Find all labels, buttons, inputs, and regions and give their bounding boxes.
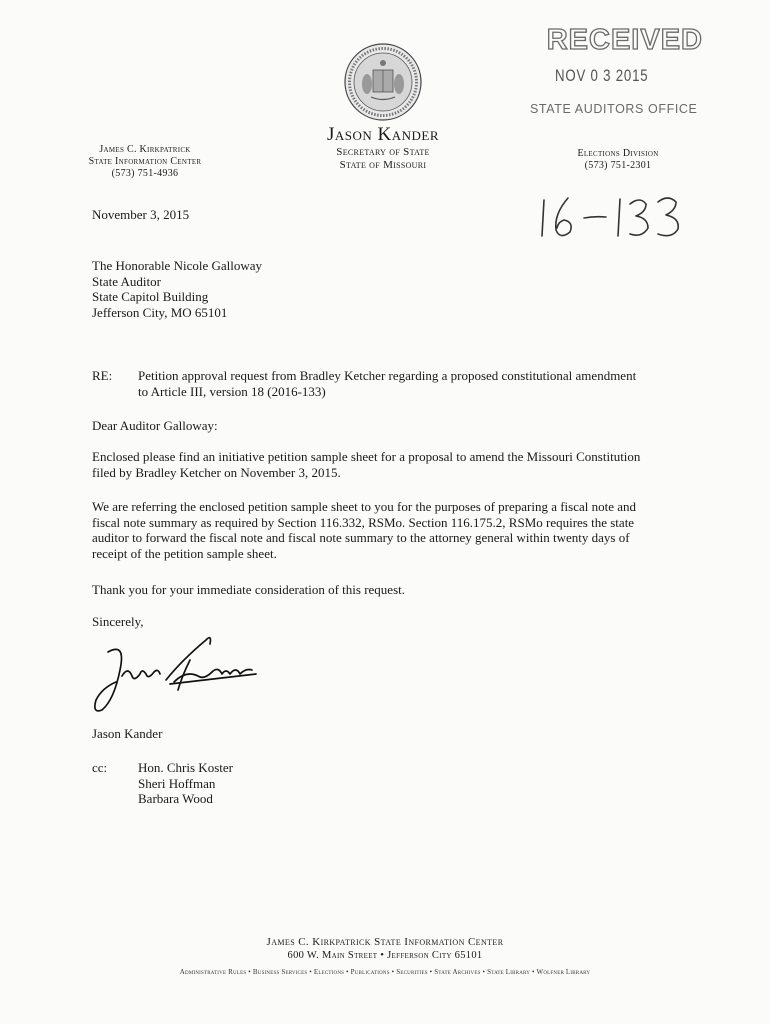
paragraph-line: We are referring the enclosed petition sample sheet to you for the purposes of preparing a fiscal note and — [92, 499, 637, 514]
recipient-line: The Honorable Nicole Galloway — [92, 258, 263, 273]
recipient-address — [92, 258, 392, 320]
letterhead-title — [278, 146, 488, 172]
cc-item: Barbara Wood — [138, 791, 213, 806]
recipient-line: Jefferson City, MO 65101 — [92, 304, 228, 320]
received-stamp — [500, 22, 703, 127]
handwritten-number — [532, 192, 702, 242]
letterhead-right — [548, 148, 688, 172]
letterhead-title-line: State of Missouri — [339, 159, 427, 171]
cc-label: cc: — [92, 760, 108, 775]
paragraph-line: receipt of the petition sample sheet. — [92, 545, 277, 561]
letterhead-center — [278, 124, 488, 172]
closing: Sincerely, — [92, 614, 144, 629]
paragraph-2 — [92, 499, 692, 561]
letterhead-left — [55, 144, 235, 180]
received-stamp-office: STATE AUDITORS OFFICE — [530, 102, 698, 116]
paragraph-1 — [92, 449, 692, 480]
paragraph-line: filed by Bradley Ketcher on November 3, 2015. — [92, 464, 341, 480]
letterhead-right-line: Elections Division — [577, 148, 659, 159]
letter-date: November 3, 2015 — [92, 207, 190, 222]
re-subject-line: to Article III, version 18 (2016-133) — [138, 383, 326, 399]
footer-divisions: Administrative Rules • Business Services • Elections • Publications • Securities • State Archives • State Library • Wolfner Library — [179, 968, 591, 976]
paragraph-3: Thank you for your immediate consideration of this request. — [92, 582, 406, 597]
recipient-line: State Auditor — [92, 273, 161, 289]
recipient-line: State Capitol Building — [92, 289, 209, 304]
paragraph-line: Enclosed please find an initiative petition sample sheet for a proposal to amend the Missouri Constitution — [92, 449, 641, 464]
signature — [86, 630, 266, 718]
letterhead-name: Jason Kander — [326, 124, 440, 145]
paragraph-line: auditor to forward the fiscal note and fiscal note summary to the attorney general within twenty days of — [92, 530, 630, 545]
cc-list — [138, 760, 233, 807]
signer-name: Jason Kander — [92, 726, 163, 741]
letterhead-left-line: State Information Center — [88, 156, 202, 167]
state-seal — [343, 42, 423, 122]
re-subject — [138, 368, 678, 399]
paragraph-line: fiscal note summary as required by Section 116.332, RSMo. Section 116.175.2, RSMo requires the state — [92, 514, 635, 530]
letterhead-left-line: James C. Kirkpatrick — [99, 144, 191, 155]
received-stamp-date: NOV 0 3 2015 — [555, 66, 649, 85]
letterhead-title-line: Secretary of State — [336, 146, 430, 158]
salutation: Dear Auditor Galloway: — [92, 418, 218, 433]
received-stamp-title: RECEIVED — [546, 24, 703, 56]
cc-item: Hon. Chris Koster — [138, 760, 233, 775]
footer-building: James C. Kirkpatrick State Information Center — [266, 936, 504, 948]
footer-address: 600 W. Main Street • Jefferson City 65101 — [287, 950, 483, 961]
re-subject-line: Petition approval request from Bradley Ketcher regarding a proposed constitutional amendment — [138, 368, 637, 383]
letterhead-right-line: (573) 751-2301 — [584, 160, 652, 171]
letterhead-left-line: (573) 751-4936 — [111, 168, 179, 179]
cc-item: Sheri Hoffman — [138, 775, 216, 791]
re-label: RE: — [92, 368, 113, 383]
